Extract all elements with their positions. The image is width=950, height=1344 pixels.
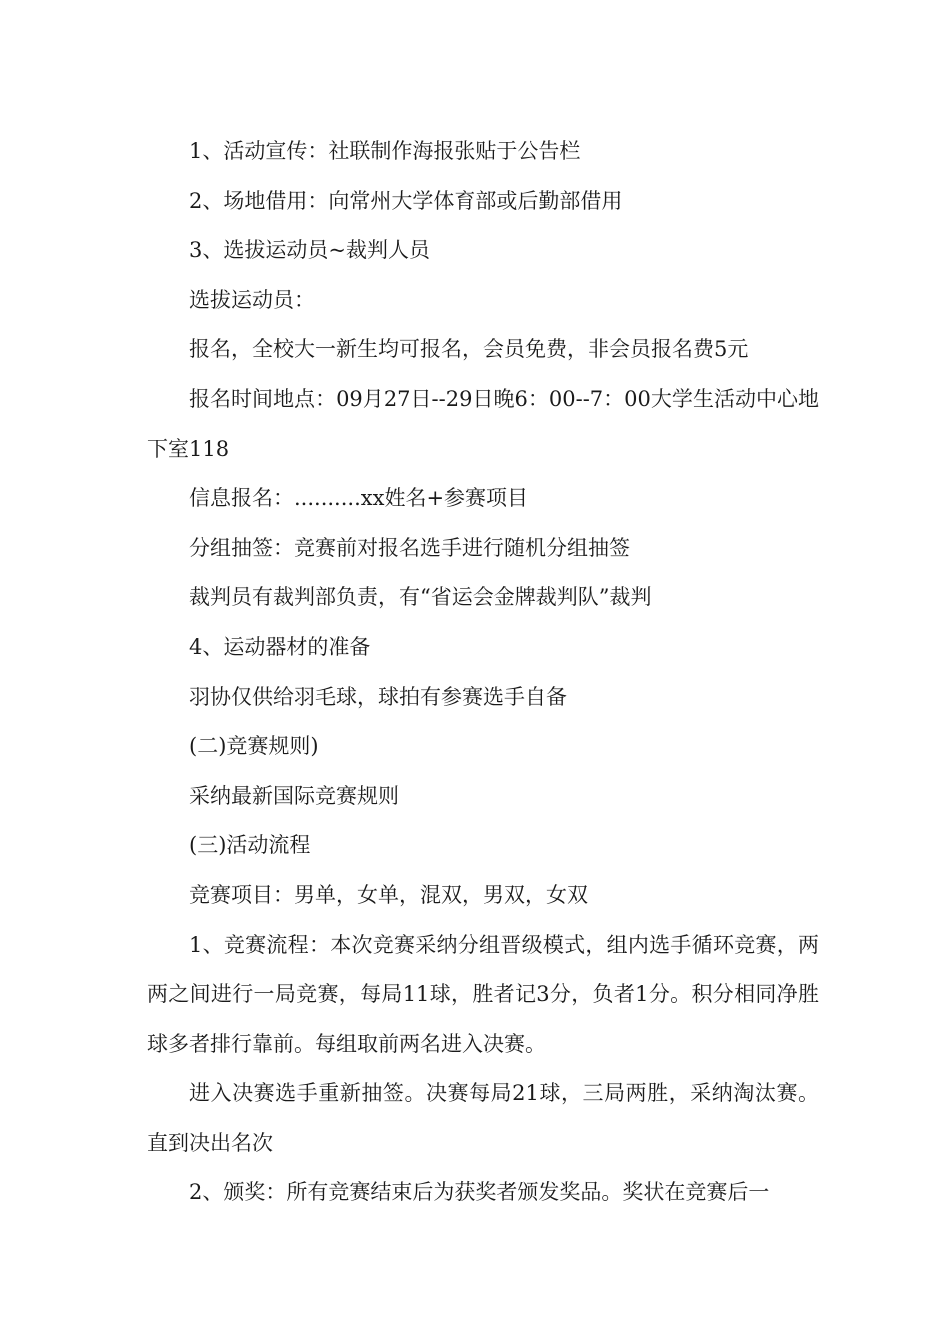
document-body [147, 127, 819, 1218]
paragraph-selection-heading: 3、选拔运动员~裁判人员 [189, 238, 430, 263]
paragraph-info-registration: 信息报名：..........xx姓名+参赛项目 [189, 486, 529, 511]
paragraph-events: 竞赛项目：男单，女单，混双，男双，女双 [189, 882, 588, 907]
paragraph-equipment-heading: 4、运动器材的准备 [189, 634, 371, 659]
paragraph-referees: 裁判员有裁判部负责，有“省运会金牌裁判队”裁判 [189, 585, 652, 610]
paragraph-process-heading: (三)活动流程 [189, 833, 311, 858]
paragraph-competition-flow: 1、竞赛流程：本次竞赛采纳分组晋级模式，组内选手循环竞赛，两两之间进行一局竞赛，每局11球，胜者记3分，负者1分。积分相同净胜球多者排行靠前。每组取前两名进入决赛。 [147, 932, 819, 1056]
paragraph-rules-heading: (二)竞赛规则) [189, 734, 319, 759]
paragraph-equipment: 羽协仅供给羽毛球，球拍有参赛选手自备 [189, 684, 567, 709]
paragraph-publicity: 1、活动宣传：社联制作海报张贴于公告栏 [189, 139, 581, 163]
paragraph-rules: 采纳最新国际竞赛规则 [189, 783, 399, 808]
paragraph-venue: 2、场地借用：向常州大学体育部或后勤部借用 [189, 188, 623, 213]
paragraph-athlete-selection: 选拔运动员： [189, 287, 315, 312]
paragraph-draw: 分组抽签：竞赛前对报名选手进行随机分组抽签 [189, 535, 630, 560]
paragraph-finals: 进入决赛选手重新抽签。决赛每局21球，三局两胜，采纳淘汰赛。直到决出名次 [147, 1081, 819, 1155]
paragraph-registration-time-place: 报名时间地点：09月27日--29日晚6：00--7：00大学生活动中心地下室118 [147, 386, 819, 461]
paragraph-registration: 报名，全校大一新生均可报名，会员免费，非会员报名费5元 [189, 337, 749, 362]
paragraph-awards: 2、颁奖：所有竞赛结束后为获奖者颁发奖品。奖状在竞赛后一 [189, 1180, 770, 1205]
